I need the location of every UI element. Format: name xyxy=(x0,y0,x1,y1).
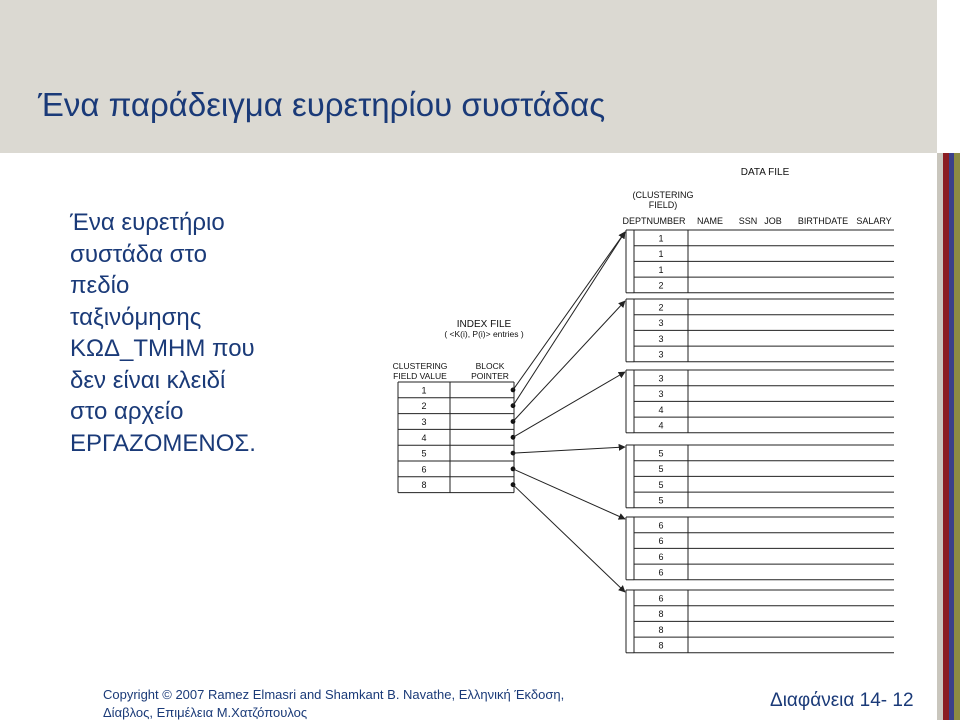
body-line: δεν είναι κλειδί xyxy=(70,366,226,394)
data-record-value: 8 xyxy=(658,624,664,635)
data-file-title: DATA FILE xyxy=(740,167,790,178)
index-value: 2 xyxy=(421,401,427,412)
index-value: 5 xyxy=(421,448,427,459)
data-record-value: 1 xyxy=(658,233,664,244)
body-line: στο αρχείο xyxy=(70,398,184,425)
index-col1-header: CLUSTERING xyxy=(392,361,448,371)
data-record-value: 5 xyxy=(658,464,664,475)
pointer-arrow xyxy=(513,232,625,390)
data-column-header: JOB xyxy=(764,216,782,226)
data-column-header: BIRTHDATE xyxy=(797,216,849,226)
pointer-arrow xyxy=(513,485,625,592)
data-record-value: 6 xyxy=(658,593,664,604)
pointer-arrow xyxy=(513,469,625,519)
data-column-header: SALARY xyxy=(856,216,892,226)
index-value: 6 xyxy=(421,464,427,475)
body-line: συστάδα στο xyxy=(70,240,207,268)
data-record-value: 6 xyxy=(658,551,664,562)
data-record-value: 5 xyxy=(658,479,664,490)
diagram-lines xyxy=(398,230,894,653)
index-col2-header: BLOCK xyxy=(475,361,505,371)
slide-title: Ένα παράδειγμα ευρετηρίου συστάδας xyxy=(38,86,606,123)
data-record-value: 5 xyxy=(658,495,664,506)
body-line: ΕΡΓΑΖΟΜΕΝΟΣ. xyxy=(70,429,256,457)
clustering-field-label: FIELD) xyxy=(648,200,678,210)
data-record-value: 3 xyxy=(658,333,664,344)
index-value: 8 xyxy=(421,480,427,491)
deco-stripe-olive xyxy=(954,153,960,720)
body-line: ΚΩΔ_ΤΜΗΜ που xyxy=(70,335,255,362)
pointer-arrow xyxy=(513,447,625,453)
data-record-value: 3 xyxy=(658,389,664,400)
slide-number: Διαφάνεια 14- 12 xyxy=(770,690,914,711)
data-record-value: 3 xyxy=(658,349,664,360)
clustering-index-diagram xyxy=(380,160,920,660)
data-record-value: 3 xyxy=(658,318,664,329)
footer-line: Δίαβλος, Επιμέλεια Μ.Χατζόπουλος xyxy=(103,705,308,720)
data-record-value: 6 xyxy=(658,536,664,547)
index-col2-header: POINTER xyxy=(471,371,509,381)
data-record-value: 2 xyxy=(658,280,664,291)
data-record-value: 8 xyxy=(658,609,664,620)
index-col1-header: FIELD VALUE xyxy=(393,371,447,381)
pointer-dot xyxy=(511,403,516,408)
data-record-value: 6 xyxy=(658,567,664,578)
clustering-field-label: (CLUSTERING xyxy=(632,190,694,200)
body-line: ταξινόμησης xyxy=(70,303,202,331)
data-record-value: 4 xyxy=(658,420,664,431)
data-column-header: SSN xyxy=(738,216,758,226)
data-column-header: DEPTNUMBER xyxy=(622,216,686,226)
index-value: 1 xyxy=(421,385,427,396)
diagram-text xyxy=(393,167,892,650)
data-record-value: 5 xyxy=(658,448,664,459)
data-record-value: 1 xyxy=(658,249,664,260)
data-record-value: 6 xyxy=(658,520,664,531)
index-value: 4 xyxy=(421,432,427,443)
data-record-value: 2 xyxy=(658,302,664,313)
data-record-value: 4 xyxy=(658,404,664,415)
data-column-header: NAME xyxy=(696,216,724,226)
footer-line: Copyright © 2007 Ramez Elmasri and Shamkant B. Navathe, Ελληνική Έκδοση, xyxy=(103,687,565,702)
body-line: πεδίο xyxy=(70,272,130,299)
index-value: 3 xyxy=(421,417,427,427)
data-record-value: 8 xyxy=(658,640,664,651)
slide-body-text xyxy=(70,207,390,459)
title-band xyxy=(0,0,937,153)
index-file-title: INDEX FILE xyxy=(456,319,512,330)
footer-copyright xyxy=(103,686,564,722)
index-file-subtitle: ( <K(i), P(i)> entries ) xyxy=(444,329,524,339)
diagram-arrows xyxy=(511,232,625,592)
data-record-value: 1 xyxy=(658,264,664,275)
body-line: Ένα ευρετήριο xyxy=(70,209,225,236)
pointer-arrow xyxy=(513,372,625,437)
data-record-value: 3 xyxy=(658,373,664,384)
